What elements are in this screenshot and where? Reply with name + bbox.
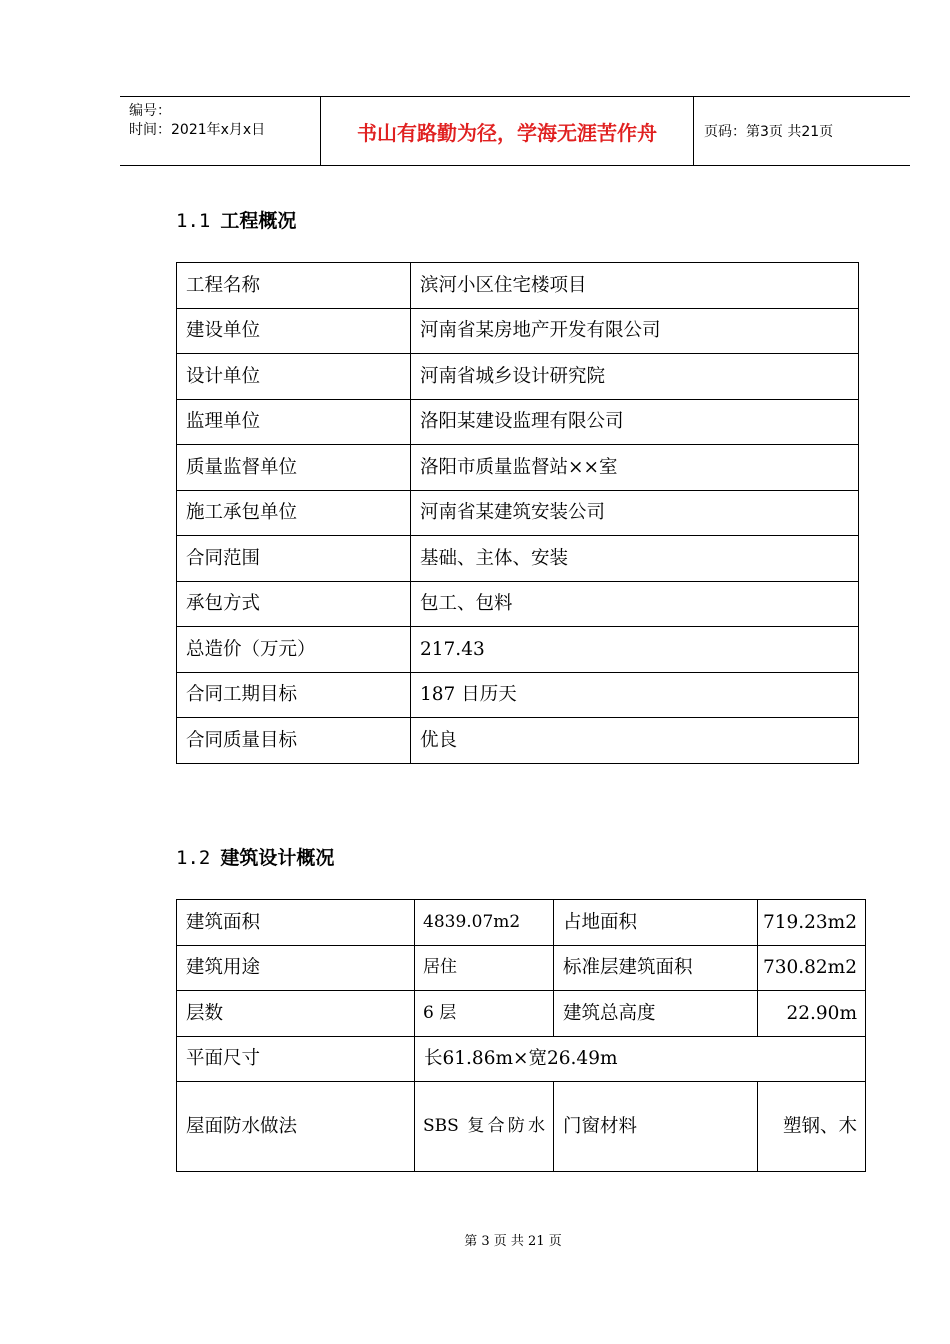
page-header xyxy=(120,96,910,166)
architecture-design-table xyxy=(176,899,866,1172)
table-cell-label: 质量监督单位 xyxy=(177,445,411,491)
table-cell-value: 6 层 xyxy=(415,991,554,1037)
table-cell-value: 河南省某建筑安装公司 xyxy=(411,490,859,536)
section-title: 工程概况 xyxy=(220,210,297,232)
table-cell-value: 基础、主体、安装 xyxy=(411,536,859,582)
table-cell-label: 施工承包单位 xyxy=(177,490,411,536)
table-cell-value: 187 日历天 xyxy=(411,672,859,718)
table-row xyxy=(177,900,866,946)
table-cell-label: 合同范围 xyxy=(177,536,411,582)
table-cell-value: 4839.07m2 xyxy=(415,900,554,946)
table-cell-label: 建筑面积 xyxy=(177,900,415,946)
table-cell-value: 滨河小区住宅楼项目 xyxy=(411,263,859,309)
header-motto: 书山有路勤为径，学海无涯苦作舟 xyxy=(321,97,694,165)
section-title: 建筑设计概况 xyxy=(220,847,335,869)
table-cell-label: 总造价（万元） xyxy=(177,627,411,673)
table-cell-label: 屋面防水做法 xyxy=(177,1082,415,1172)
table-cell-label: 监理单位 xyxy=(177,399,411,445)
section-number: 1.1 xyxy=(176,210,211,232)
project-overview-table xyxy=(176,262,859,764)
table-row xyxy=(177,672,859,718)
table-row xyxy=(177,354,859,400)
table-row xyxy=(177,945,866,991)
table-cell-value: 719.23m2 xyxy=(758,900,866,946)
table-row xyxy=(177,1082,866,1172)
table-row xyxy=(177,536,859,582)
table-cell-value: 730.82m2 xyxy=(758,945,866,991)
table-cell-value: 洛阳某建设监理有限公司 xyxy=(411,399,859,445)
table-cell-label: 建筑总高度 xyxy=(554,991,758,1037)
table-cell-value: SBS 复合防水 xyxy=(415,1082,554,1172)
table-cell-label: 工程名称 xyxy=(177,263,411,309)
table-row xyxy=(177,445,859,491)
table-cell-label: 合同工期目标 xyxy=(177,672,411,718)
table-cell-label: 门窗材料 xyxy=(554,1082,758,1172)
table-cell-value: 22.90m xyxy=(758,991,866,1037)
table-cell-label: 设计单位 xyxy=(177,354,411,400)
header-meta xyxy=(120,97,321,165)
table-row xyxy=(177,490,859,536)
table-cell-value: 优良 xyxy=(411,718,859,764)
table-cell-label: 标准层建筑面积 xyxy=(554,945,758,991)
table-cell-value: 河南省某房地产开发有限公司 xyxy=(411,308,859,354)
section-heading-architecture xyxy=(176,843,334,870)
table-cell-value: 包工、包料 xyxy=(411,581,859,627)
table-cell-value: 居住 xyxy=(415,945,554,991)
table-row xyxy=(177,308,859,354)
table-cell-label: 承包方式 xyxy=(177,581,411,627)
table-cell-value: 河南省城乡设计研究院 xyxy=(411,354,859,400)
table-row xyxy=(177,263,859,309)
table-cell-label: 建筑用途 xyxy=(177,945,415,991)
table-cell-value: 洛阳市质量监督站××室 xyxy=(411,445,859,491)
table-row xyxy=(177,1036,866,1082)
table-row xyxy=(177,627,859,673)
table-cell-value: 塑钢、木 xyxy=(758,1082,866,1172)
table-cell-label: 占地面积 xyxy=(554,900,758,946)
table-cell-value: 长61.86m×宽26.49m xyxy=(415,1036,866,1082)
section-number: 1.2 xyxy=(176,847,211,869)
table-row xyxy=(177,718,859,764)
document-time-label: 时间：2021年x月x日 xyxy=(129,122,266,138)
page-footer: 第 3 页 共 21 页 xyxy=(464,1234,562,1249)
table-cell-label: 平面尺寸 xyxy=(177,1036,415,1082)
section-heading-overview xyxy=(176,206,296,233)
table-row xyxy=(177,991,866,1037)
table-cell-label: 层数 xyxy=(177,991,415,1037)
header-page-number: 页码：第3页 共21页 xyxy=(704,124,834,140)
table-cell-value: 217.43 xyxy=(411,627,859,673)
table-row xyxy=(177,581,859,627)
table-cell-label: 合同质量目标 xyxy=(177,718,411,764)
document-number-label: 编号： xyxy=(129,103,171,119)
table-row xyxy=(177,399,859,445)
table-cell-label: 建设单位 xyxy=(177,308,411,354)
